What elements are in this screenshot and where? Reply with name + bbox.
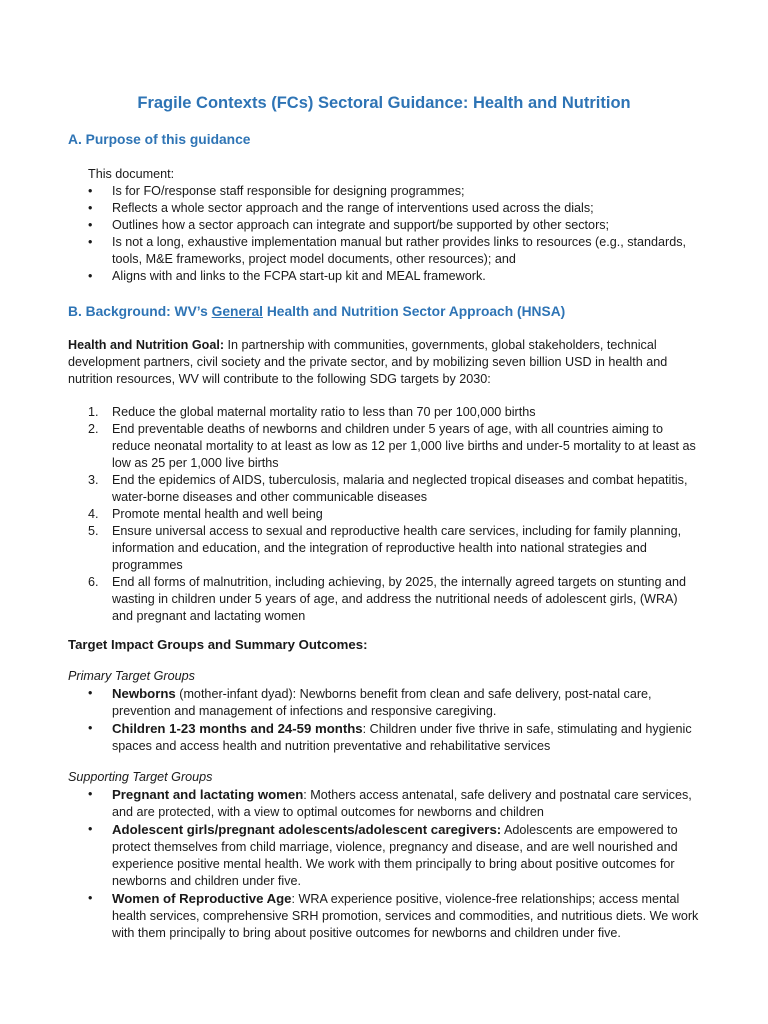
- group-text: : Mothers access antenatal, safe delivery and postnatal care services, and are protected, with a view to optimal outcomes for newborns and children: [112, 788, 692, 819]
- list-number: 5.: [88, 524, 99, 538]
- list-item: [68, 720, 702, 755]
- primary-groups-label: Primary Target Groups: [68, 669, 195, 683]
- sdg-target-list: [68, 404, 702, 625]
- section-b-heading: [68, 303, 565, 321]
- group-label: Adolescent girls/pregnant adolescents/adolescent caregivers:: [112, 822, 502, 837]
- group-label: Children 1-23 months and 24-59 months: [112, 721, 363, 736]
- list-item: [68, 821, 702, 890]
- list-item: • Outlines how a sector approach can integrate and support/be supported by other sectors;: [68, 217, 702, 234]
- list-text: End preventable deaths of newborns and children under 5 years of age, with all countries aiming to reduce neonatal mortality to at least as low as 12 per 1,000 live births and under-5 mortality to at least as low as 25 per 1,000 live births: [112, 422, 696, 470]
- list-number: 3.: [88, 473, 99, 487]
- primary-groups: [68, 668, 702, 755]
- list-number: 1.: [88, 405, 99, 419]
- list-text: Promote mental health and well being: [112, 507, 323, 521]
- section-a-heading: A. Purpose of this guidance: [68, 132, 251, 147]
- sdg-targets: [68, 404, 702, 625]
- group-text: : Children under five thrive in safe, stimulating and hygienic spaces and access health and nutrition preventative and rehabilitative services: [112, 722, 692, 753]
- group-label: Pregnant and lactating women: [112, 787, 304, 802]
- group-label: Newborns: [112, 686, 176, 701]
- group-label: Women of Reproductive Age: [112, 891, 292, 906]
- purpose-list: [68, 183, 702, 285]
- goal-text: In partnership with communities, governments, global stakeholders, technical development partners, civil society and the private sector, and by mobilizing seven billion USD in health and nutrition resources, WV will contribute to the following SDG targets by 2030:: [68, 338, 668, 386]
- section-a-intro: This document:: [88, 167, 175, 181]
- list-item: [68, 786, 702, 821]
- goal-label: Health and Nutrition Goal:: [68, 338, 225, 352]
- group-text: Adolescents are empowered to protect themselves from child marriage, violence, pregnancy and disease, and are well nourished and experience positive mental health. We work with them principally to bring about positive outcomes for newborns and children under five.: [112, 823, 678, 888]
- section-b-heading-post: Health and Nutrition Sector Approach (HNSA): [263, 304, 566, 319]
- supporting-groups-list: [68, 786, 702, 942]
- list-item: [68, 404, 702, 421]
- section-a-body: [68, 166, 702, 285]
- list-item: [68, 685, 702, 720]
- list-item: • Is for FO/response staff responsible for designing programmes;: [68, 183, 702, 200]
- list-item: [68, 506, 702, 523]
- list-item: • Is not a long, exhaustive implementation manual but rather provides links to resources (e.g., standards, tools, M&E frameworks, project model documents, other resources); and: [68, 234, 702, 268]
- document-title: Fragile Contexts (FCs) Sectoral Guidance: Health and Nutrition: [137, 94, 631, 112]
- list-number: 4.: [88, 507, 99, 521]
- list-item: [68, 890, 702, 942]
- list-number: 6.: [88, 575, 99, 589]
- target-groups-heading: Target Impact Groups and Summary Outcomes:: [68, 637, 368, 652]
- list-item: [68, 472, 702, 506]
- list-item: [68, 421, 702, 472]
- list-text: Reduce the global maternal mortality ratio to less than 70 per 100,000 births: [112, 405, 536, 419]
- goal-paragraph: [68, 337, 702, 388]
- list-number: 2.: [88, 422, 99, 436]
- list-item: [68, 574, 702, 625]
- group-text: : WRA experience positive, violence-free relationships; access mental health services, comprehensive SRH promotion, services and commodities, and nutritious diets. We work with them principally to bring about positive outcomes for newborns and children under five.: [112, 892, 699, 940]
- supporting-groups-label: Supporting Target Groups: [68, 770, 213, 784]
- section-b-heading-pre: B. Background: WV’s: [68, 304, 212, 319]
- list-item: • Aligns with and links to the FCPA start-up kit and MEAL framework.: [68, 268, 702, 285]
- primary-groups-list: [68, 685, 702, 755]
- supporting-groups: [68, 769, 702, 942]
- list-item: • Reflects a whole sector approach and the range of interventions used across the dials;: [68, 200, 702, 217]
- list-text: End the epidemics of AIDS, tuberculosis, malaria and neglected tropical diseases and combat hepatitis, water-borne diseases and other communicable diseases: [112, 473, 688, 504]
- section-b-heading-underlined: General: [211, 304, 263, 319]
- list-text: End all forms of malnutrition, including achieving, by 2025, the internally agreed targets on stunting and wasting in children under 5 years of age, and address the nutritional needs of adolescent girls, (WRA) and pregnant and lactating women: [112, 575, 687, 623]
- list-item: [68, 523, 702, 574]
- group-text: (mother-infant dyad): Newborns benefit from clean and safe delivery, post-natal care, prevention and management of infections and responsive caregiving.: [112, 687, 652, 718]
- list-text: Ensure universal access to sexual and reproductive health care services, including for family planning, information and education, and the integration of reproductive health into national strategies and programmes: [112, 524, 682, 572]
